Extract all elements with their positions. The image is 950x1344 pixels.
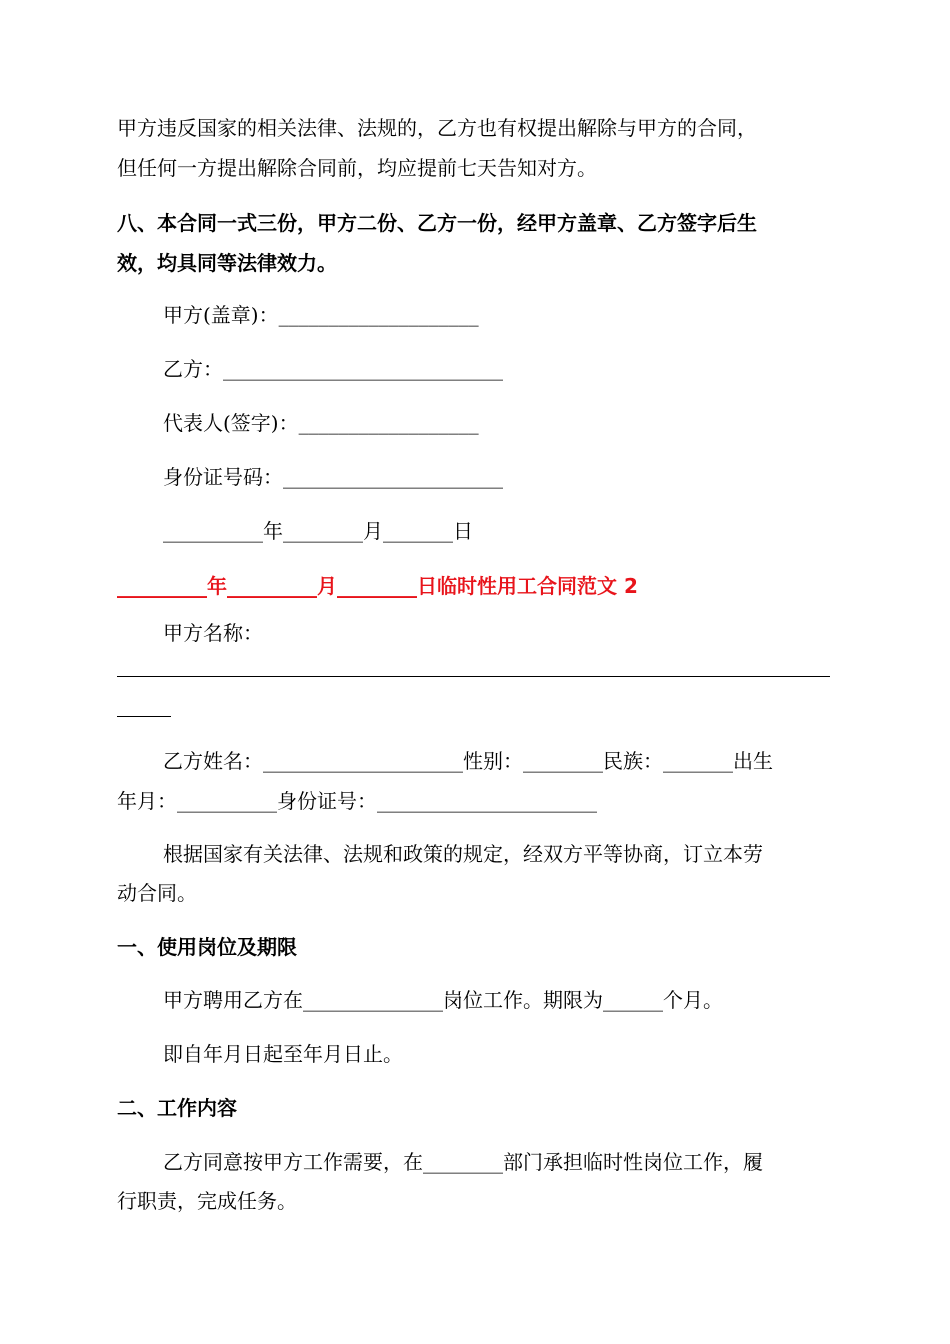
paragraph-line: 行职责，完成任务。	[117, 1189, 297, 1213]
party-b-field: 乙方：____________________________	[163, 357, 503, 381]
paragraph-line: 即自年月日起至年月日止。	[163, 1042, 403, 1066]
paragraph-line: 动合同。	[117, 881, 197, 905]
paragraph-line: 但任何一方提出解除合同前，均应提前七天告知对方。	[117, 156, 597, 180]
date-field: __________年________月_______日	[163, 519, 473, 543]
section-heading: _________年_________月________日临时性用工合同范文 2	[117, 574, 638, 598]
paragraph-line: 乙方同意按甲方工作需要，在________部门承担临时性岗位工作，履	[163, 1150, 763, 1174]
clause-eight-line: 效，均具同等法律效力。	[117, 251, 337, 275]
clause-eight-line: 八、本合同一式三份，甲方二份、乙方一份，经甲方盖章、乙方签字后生	[117, 211, 757, 235]
party-a-seal-field: 甲方(盖章)：____________________	[163, 303, 479, 327]
party-a-name-underline-continued	[117, 716, 171, 717]
representative-signature-field: 代表人(签字)：__________________	[163, 411, 479, 435]
paragraph-line: 甲方聘用乙方在______________岗位工作。期限为______个月。	[163, 988, 723, 1012]
paragraph-line: 根据国家有关法律、法规和政策的规定，经双方平等协商，订立本劳	[163, 842, 763, 866]
party-a-name-label: 甲方名称：	[163, 621, 263, 645]
party-b-info-line: 乙方姓名：____________________性别：________民族：_______出生	[163, 749, 773, 773]
party-a-name-underline	[117, 676, 830, 677]
section-two-heading: 二、工作内容	[117, 1096, 237, 1120]
party-b-info-line: 年月：__________身份证号：______________________	[117, 789, 597, 813]
paragraph-line: 甲方违反国家的相关法律、法规的，乙方也有权提出解除与甲方的合同，	[117, 116, 757, 140]
id-number-field: 身份证号码：______________________	[163, 465, 503, 489]
section-one-heading: 一、使用岗位及期限	[117, 935, 297, 959]
